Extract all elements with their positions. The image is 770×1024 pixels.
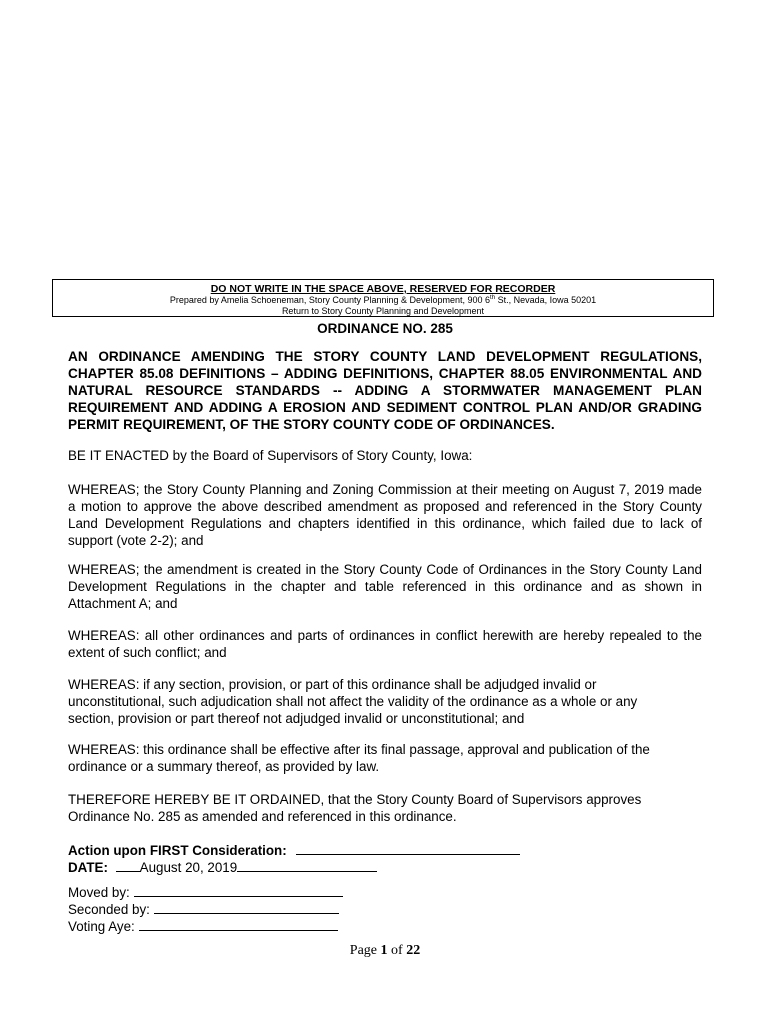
therefore-line-1: THEREFORE HEREBY BE IT ORDAINED, that the Story County Board of Supervisors approves [68,792,642,807]
ordinance-caption: AN ORDINANCE AMENDING THE STORY COUNTY LAND DEVELOPMENT REGULATIONS, CHAPTER 85.08 DEFINITIONS – ADDING DEFINITIONS, CHAPTER 88.05 ENVIRONMENTAL AND NATURAL RESOURCE STANDARDS -- ADDING A STORMWATER MANAGEMENT PLAN REQUIREMENT AND ADDING A EROSION AND SEDIMENT CONTROL PLAN AND/OR GRADING PERMIT REQUIREMENT, OF THE STORY COUNTY CODE OF ORDINANCES. [68,349,702,432]
date-label: DATE: [68,860,108,875]
moved-by-blank [134,884,343,897]
whereas-5-line-1: WHEREAS: this ordinance shall be effective after its final passage, approval and publication of the [68,742,650,757]
action-blank [296,842,520,855]
whereas-paragraph-2: WHEREAS; the amendment is created in the Story County Code of Ordinances in the Story County Land Development Regulations in the chapter and table referenced in this ordinance and as shown in Attachment A; and [68,562,702,611]
prepared-by-line [53,295,713,306]
whereas-paragraph-4 [68,676,702,727]
prepared-by-text: Prepared by Amelia Schoeneman, Story County Planning & Development, 900 6 [169,295,491,305]
whereas-4-line-3: section, provision or part thereof not adjudged invalid or unconstitutional; and [68,711,525,726]
page-number: 1 [380,943,388,958]
voting-aye-line [68,918,702,935]
prepared-by-address: St., Nevada, Iowa 50201 [495,295,597,305]
whereas-4-line-2: unconstitutional, such adjudication shall not affect the validity of the ordinance as a whole or any [68,694,638,709]
seconded-by-label: Seconded by: [68,902,150,917]
seconded-by-blank [154,901,339,914]
moved-by-line [68,884,702,901]
whereas-5-line-2: ordinance or a summary thereof, as provided by law. [68,759,380,774]
therefore-line-2: Ordinance No. 285 as amended and referenced in this ordinance. [68,809,457,824]
recorder-notice: DO NOT WRITE IN THE SPACE ABOVE, RESERVED FOR RECORDER [210,283,556,295]
voting-aye-label: Voting Aye: [68,919,135,934]
date-blank-after [237,859,377,872]
recorder-box [52,279,714,317]
enacted-clause: BE IT ENACTED by the Board of Supervisors of Story County, Iowa: [68,448,473,463]
page-footer [0,943,770,959]
moved-by-label: Moved by: [68,885,130,900]
voting-aye-blank [139,918,338,931]
page-total: 22 [406,943,421,958]
date-blank-before [116,859,140,872]
page-word: Page [349,943,378,958]
ordinance-title: ORDINANCE NO. 285 [317,321,453,336]
whereas-paragraph-3: WHEREAS: all other ordinances and parts of ordinances in conflict herewith are hereby repealed to the extent of such conflict; and [68,628,702,660]
action-label: Action upon FIRST Consideration: [68,843,287,858]
date-value: August 20, 2019 [139,860,238,875]
of-word: of [391,943,403,958]
whereas-paragraph-5 [68,741,702,775]
return-to-line: Return to Story County Planning and Development [281,306,485,316]
action-line [68,842,702,859]
seconded-by-line [68,901,702,918]
whereas-4-line-1: WHEREAS: if any section, provision, or part of this ordinance shall be adjudged invalid or [68,677,597,692]
date-line [68,859,702,876]
therefore-clause [68,791,702,825]
whereas-paragraph-1: WHEREAS; the Story County Planning and Zoning Commission at their meeting on August 7, 2019 made a motion to approve the above described amendment as proposed and referenced in the Story County Land Development Regulations and chapters identified in this ordinance, which failed due to lack of support (vote 2-2); and [68,482,702,548]
prepared-by-superscript: th [490,295,496,301]
